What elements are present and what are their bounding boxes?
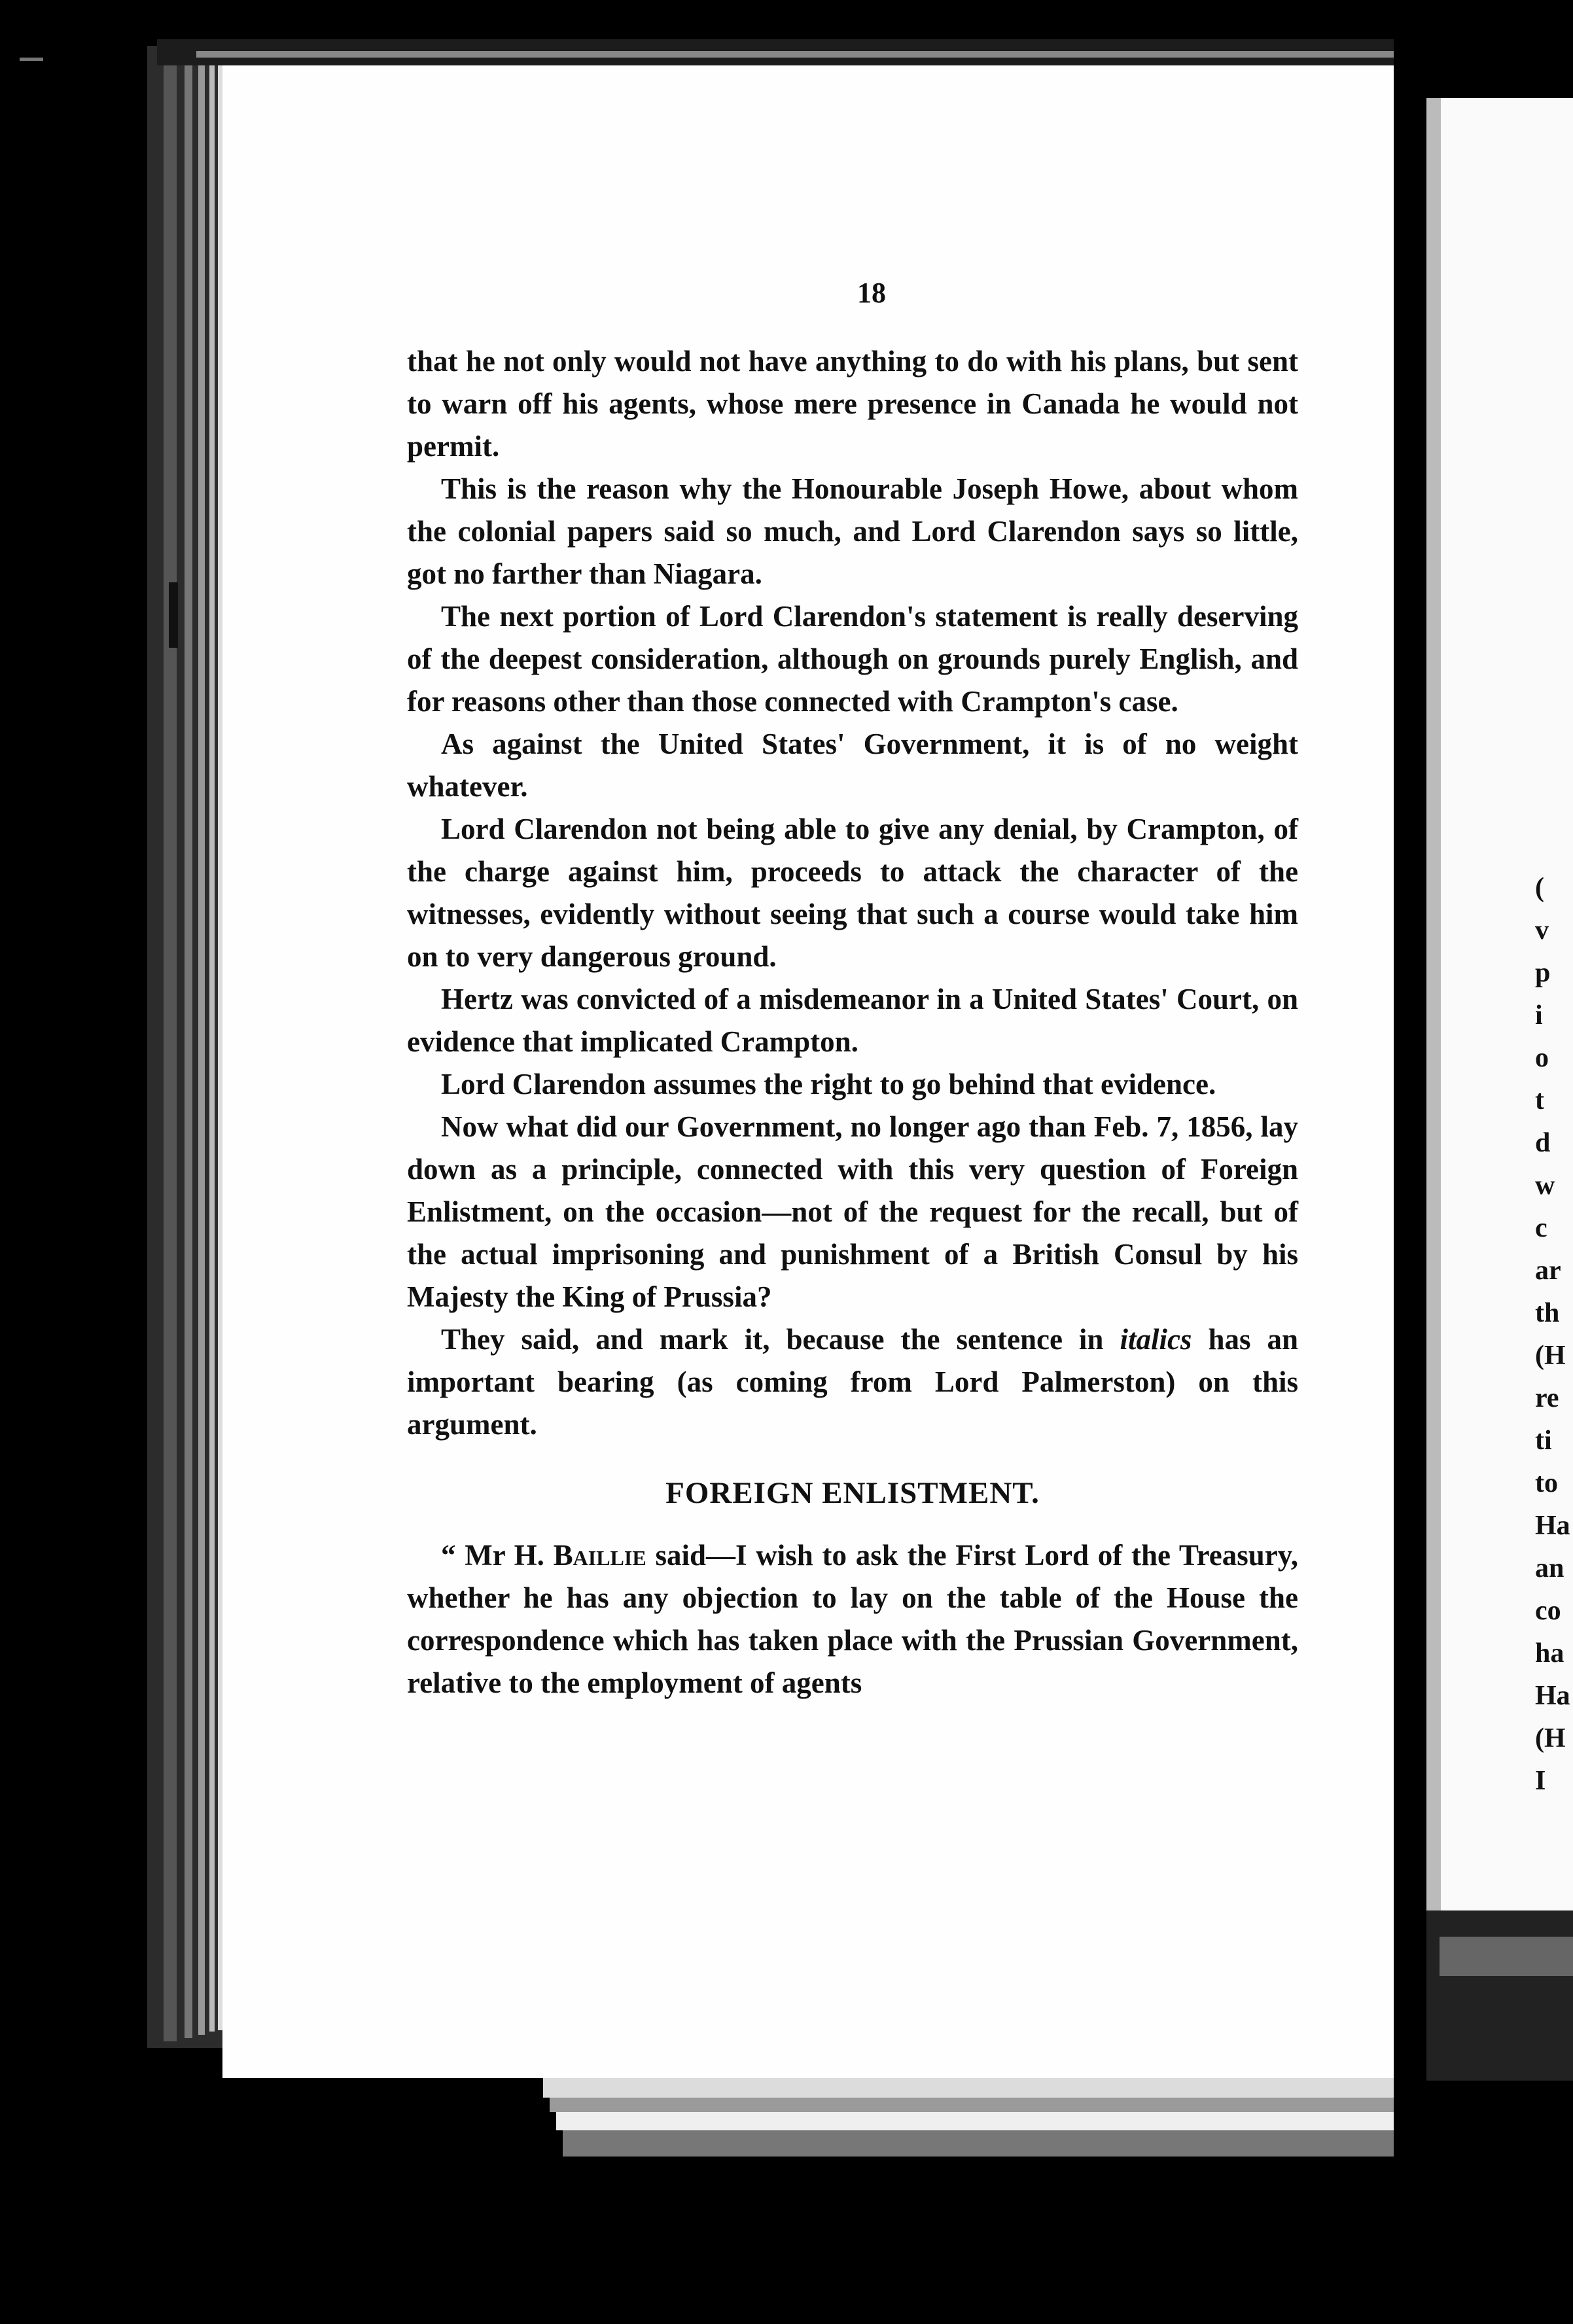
adjacent-page-fragment: o [1535, 1043, 1549, 1073]
adjacent-page-fragment: p [1535, 958, 1551, 988]
body-text [407, 340, 1298, 1704]
adjacent-page-fragment: th [1535, 1298, 1560, 1328]
paragraph [407, 1318, 1298, 1446]
adjacent-page-fragment: v [1535, 915, 1549, 945]
paragraph-text: They said, and mark it, because the sentence in [441, 1323, 1104, 1356]
paragraph: The next portion of Lord Clarendon's statement is really deserving of the deepest consideration, although on grounds purely English, and for reasons other than those connected with Crampton's case. [407, 600, 1298, 718]
adjacent-page-fragment: t [1535, 1085, 1544, 1116]
adjacent-page-fragment: c [1535, 1213, 1547, 1243]
adjacent-page-fragment: co [1535, 1596, 1561, 1626]
adjacent-page-fragment [1535, 824, 1573, 867]
adjacent-page-fragment: to [1535, 1468, 1558, 1498]
paragraph-text: has an important bearing (as coming from Lord Palmerston) on this argument. [407, 1323, 1299, 1441]
adjacent-page-fragment: (H [1535, 1723, 1566, 1753]
quote-open: “ Mr H. [441, 1539, 544, 1572]
adjacent-page-fragment: ti [1535, 1426, 1552, 1456]
adjacent-page-fragment: an [1535, 1553, 1564, 1583]
adjacent-page-fragment: ( [1535, 873, 1544, 903]
adjacent-page-fragments [1535, 782, 1573, 1803]
speaker-name: Baillie [553, 1539, 646, 1572]
adjacent-page-fragment: d [1535, 1128, 1551, 1158]
paragraph: Lord Clarendon assumes the right to go behind that evidence. [441, 1068, 1216, 1100]
adjacent-page-fragment: re [1535, 1383, 1559, 1413]
adjacent-page-fragment: I [1535, 1766, 1546, 1796]
adjacent-page-fragment [1535, 782, 1573, 824]
paragraph: This is the reason why the Honourable Joseph Howe, about whom the colonial papers said so much, and Lord Clarendon says so little, got no farther than Niagara. [407, 472, 1298, 590]
adjacent-page-fragment: Ha [1535, 1681, 1570, 1711]
adjacent-page-fragment: (H [1535, 1341, 1566, 1371]
paragraph: that he not only would not have anything to do with his plans, but sent to warn off his agents, whose mere presence in Canada he would not permit. [407, 345, 1298, 463]
paragraph: As against the United States' Government, it is of no weight whatever. [407, 728, 1298, 803]
adjacent-page-fragment: i [1535, 1000, 1543, 1030]
quote-paragraph [407, 1534, 1298, 1704]
paragraph: Hertz was convicted of a misdemeanor in a United States' Court, on evidence that implicated Crampton. [407, 983, 1298, 1058]
paragraph: Now what did our Government, no longer ago than Feb. 7, 1856, lay down as a principle, connected with this very question of Foreign Enlistment, on the occasion—not of the request for the recall, but of the actual imprisoning and punishment of a British Consul by his Majesty the King of Prussia? [407, 1110, 1298, 1313]
page-number: 18 [857, 277, 886, 309]
adjacent-page-fragment: w [1535, 1171, 1555, 1201]
adjacent-page-fragment: ar [1535, 1256, 1561, 1286]
section-heading: FOREIGN ENLISTMENT. [665, 1476, 1040, 1510]
paragraph: Lord Clarendon not being able to give any denial, by Crampton, of the charge against him, proceeds to attack the character of the witnesses, evidently without seeing that such a course would take him on to very dangerous ground. [407, 813, 1298, 973]
adjacent-page-fragment: Ha [1535, 1511, 1570, 1541]
adjacent-page-fragment: ha [1535, 1638, 1564, 1668]
quote-text: said—I wish to ask the First Lord of the Treasury, whether he has any objection to lay on the table of the House the correspondence which has taken place with the Prussian Government, relative to the employment of agents [407, 1539, 1299, 1699]
italic-word: italics [1120, 1323, 1192, 1356]
